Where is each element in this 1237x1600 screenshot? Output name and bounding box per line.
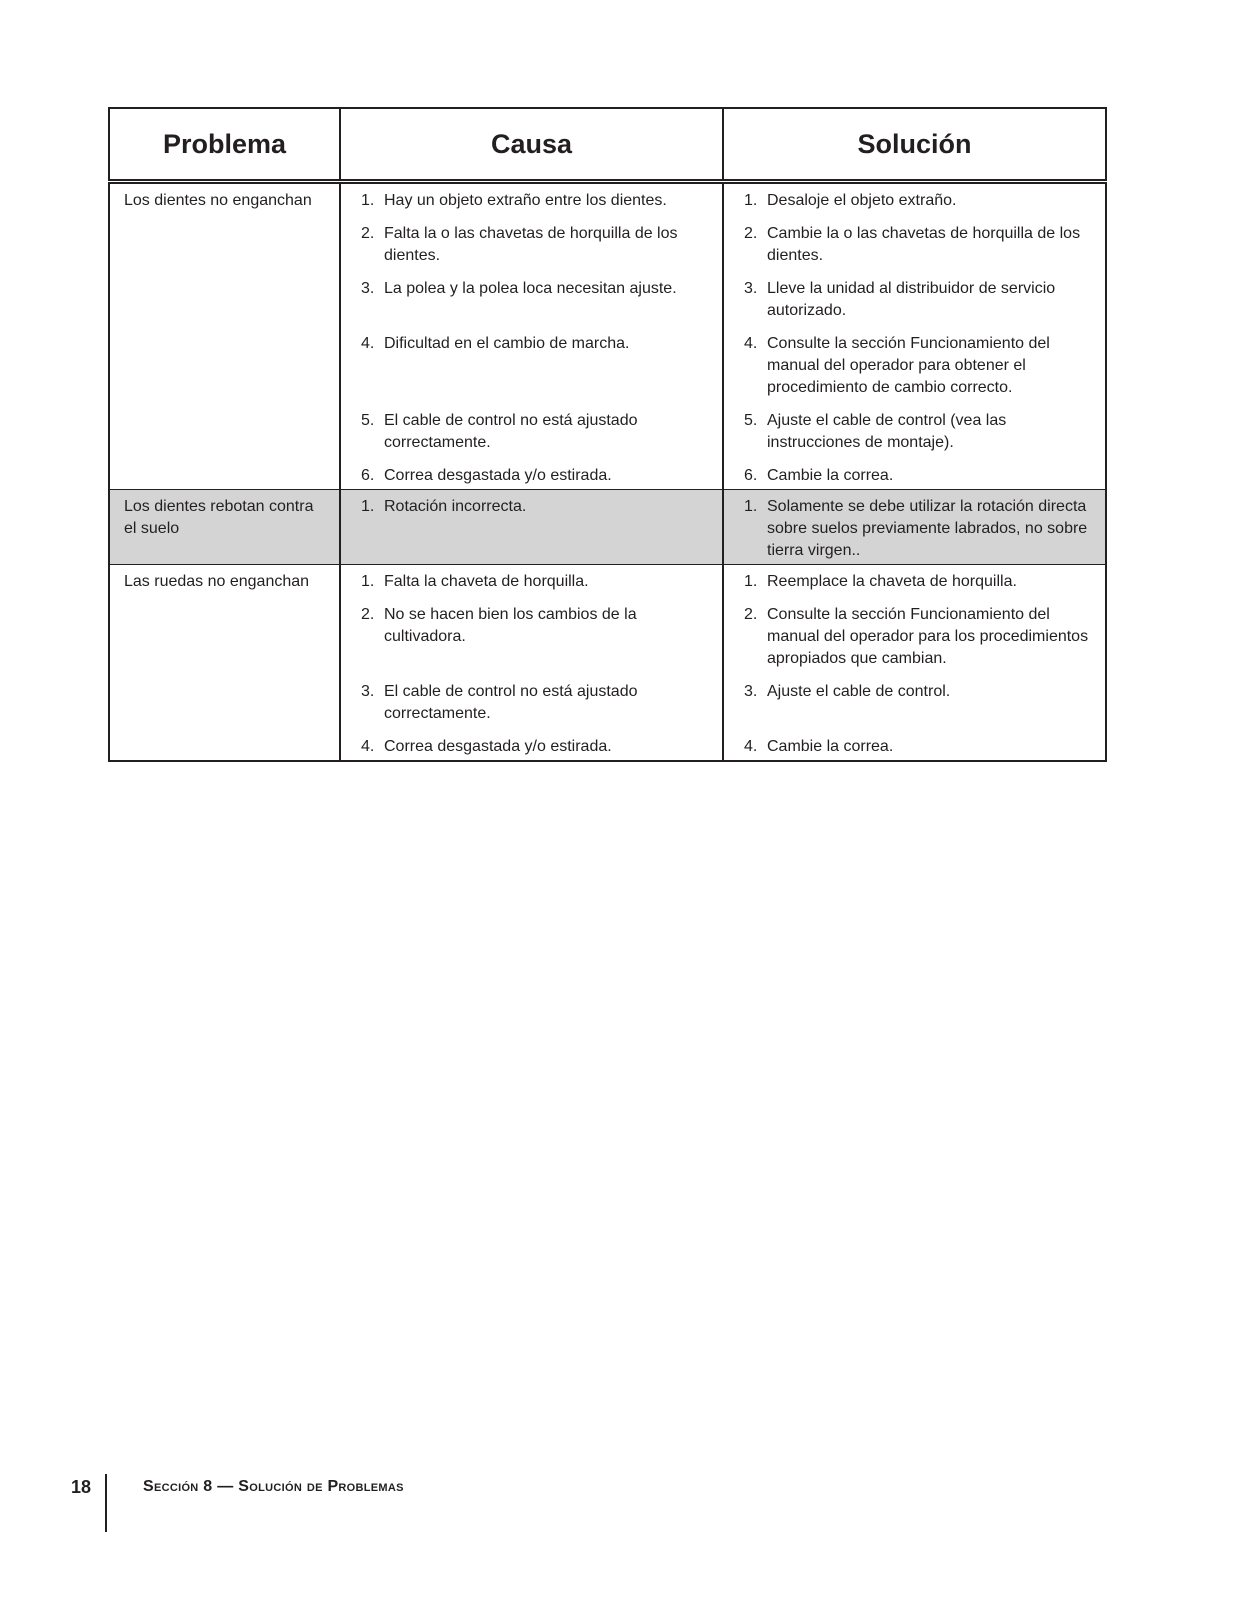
solution-cell bbox=[723, 565, 1106, 762]
item-number: 4. bbox=[361, 738, 375, 755]
cause-list-item bbox=[341, 736, 722, 758]
table-row bbox=[109, 182, 1106, 490]
solution-text: Ajuste el cable de control (vea las instrucciones de montaje). bbox=[767, 412, 1007, 451]
table-row bbox=[109, 490, 1106, 565]
solution-list-item bbox=[724, 604, 1105, 670]
item-number: 2. bbox=[744, 225, 758, 242]
item-number: 1. bbox=[744, 573, 758, 590]
solution-list-item bbox=[724, 223, 1105, 267]
problem-cell: Los dientes rebotan contra el suelo bbox=[109, 490, 340, 565]
cause-text: Falta la chaveta de horquilla. bbox=[384, 573, 589, 590]
item-number: 2. bbox=[361, 606, 375, 623]
page-footer bbox=[0, 1474, 1237, 1534]
cause-text: Hay un objeto extraño entre los dientes. bbox=[384, 192, 667, 209]
cause-list-item bbox=[341, 571, 722, 593]
solution-cell bbox=[723, 182, 1106, 490]
solution-text: Lleve la unidad al distribuidor de servicio autorizado. bbox=[767, 280, 1056, 319]
solution-text: Cambie la o las chavetas de horquilla de los dientes. bbox=[767, 225, 1081, 264]
solution-list-item bbox=[724, 465, 1105, 487]
item-number: 1. bbox=[744, 498, 758, 515]
item-number: 2. bbox=[744, 606, 758, 623]
header-solution: Solución bbox=[723, 108, 1106, 182]
cause-cell bbox=[340, 182, 723, 490]
item-number: 3. bbox=[744, 280, 758, 297]
cause-text: Rotación incorrecta. bbox=[384, 498, 527, 515]
item-number: 3. bbox=[361, 280, 375, 297]
item-number: 1. bbox=[361, 192, 375, 209]
table-header-row bbox=[109, 108, 1106, 182]
item-number: 6. bbox=[361, 467, 375, 484]
solution-text: Ajuste el cable de control. bbox=[767, 683, 951, 700]
problem-cell: Las ruedas no enganchan bbox=[109, 565, 340, 762]
solution-text: Solamente se debe utilizar la rotación directa sobre suelos previamente labrados, no sobre tierra virgen.. bbox=[767, 498, 1088, 559]
problem-cell: Los dientes no enganchan bbox=[109, 182, 340, 490]
cause-text: No se hacen bien los cambios de la cultivadora. bbox=[384, 606, 637, 645]
cause-text: El cable de control no está ajustado correctamente. bbox=[384, 412, 638, 451]
cause-cell bbox=[340, 490, 723, 565]
cause-text: El cable de control no está ajustado correctamente. bbox=[384, 683, 638, 722]
item-number: 4. bbox=[744, 738, 758, 755]
solution-cell bbox=[723, 490, 1106, 565]
cause-list-item bbox=[341, 496, 722, 562]
table-body bbox=[109, 182, 1106, 762]
solution-list-item bbox=[724, 496, 1105, 562]
solution-text: Consulte la sección Funcionamiento del manual del operador para obtener el procedimiento de cambio correcto. bbox=[767, 335, 1050, 396]
footer-divider bbox=[105, 1474, 107, 1532]
cause-list-item bbox=[341, 333, 722, 399]
cause-list-item bbox=[341, 465, 722, 487]
solution-text: Desaloje el objeto extraño. bbox=[767, 192, 957, 209]
item-number: 5. bbox=[361, 412, 375, 429]
item-number: 1. bbox=[744, 192, 758, 209]
cause-text: La polea y la polea loca necesitan ajuste. bbox=[384, 280, 677, 297]
item-number: 1. bbox=[361, 498, 375, 515]
header-cause: Causa bbox=[340, 108, 723, 182]
solution-list-item bbox=[724, 571, 1105, 593]
cause-list-item bbox=[341, 278, 722, 322]
cause-text: Dificultad en el cambio de marcha. bbox=[384, 335, 630, 352]
item-number: 1. bbox=[361, 573, 375, 590]
cause-list-item bbox=[341, 223, 722, 267]
cause-list-item bbox=[341, 681, 722, 725]
solution-text: Consulte la sección Funcionamiento del manual del operador para los procedimientos apropiados que cambian. bbox=[767, 606, 1089, 667]
solution-text: Cambie la correa. bbox=[767, 467, 894, 484]
footer-section-title: Sección 8 — Solución de Problemas bbox=[143, 1478, 404, 1495]
cause-text: Falta la o las chavetas de horquilla de los dientes. bbox=[384, 225, 678, 264]
solution-list-item bbox=[724, 681, 1105, 725]
solution-text: Cambie la correa. bbox=[767, 738, 894, 755]
item-number: 2. bbox=[361, 225, 375, 242]
item-number: 5. bbox=[744, 412, 758, 429]
cause-text: Correa desgastada y/o estirada. bbox=[384, 467, 612, 484]
cause-list-item bbox=[341, 604, 722, 670]
item-number: 6. bbox=[744, 467, 758, 484]
cause-cell bbox=[340, 565, 723, 762]
item-number: 3. bbox=[361, 683, 375, 700]
cause-list-item bbox=[341, 410, 722, 454]
troubleshooting-table bbox=[108, 107, 1107, 762]
solution-list-item bbox=[724, 190, 1105, 212]
solution-list-item bbox=[724, 278, 1105, 322]
header-problem: Problema bbox=[109, 108, 340, 182]
troubleshooting-table-container bbox=[108, 107, 1105, 762]
item-number: 4. bbox=[744, 335, 758, 352]
item-number: 4. bbox=[361, 335, 375, 352]
solution-text: Reemplace la chaveta de horquilla. bbox=[767, 573, 1017, 590]
page-number: 18 bbox=[71, 1477, 92, 1497]
cause-text: Correa desgastada y/o estirada. bbox=[384, 738, 612, 755]
solution-list-item bbox=[724, 333, 1105, 399]
item-number: 3. bbox=[744, 683, 758, 700]
cause-list-item bbox=[341, 190, 722, 212]
solution-list-item bbox=[724, 410, 1105, 454]
solution-list-item bbox=[724, 736, 1105, 758]
table-row bbox=[109, 565, 1106, 762]
